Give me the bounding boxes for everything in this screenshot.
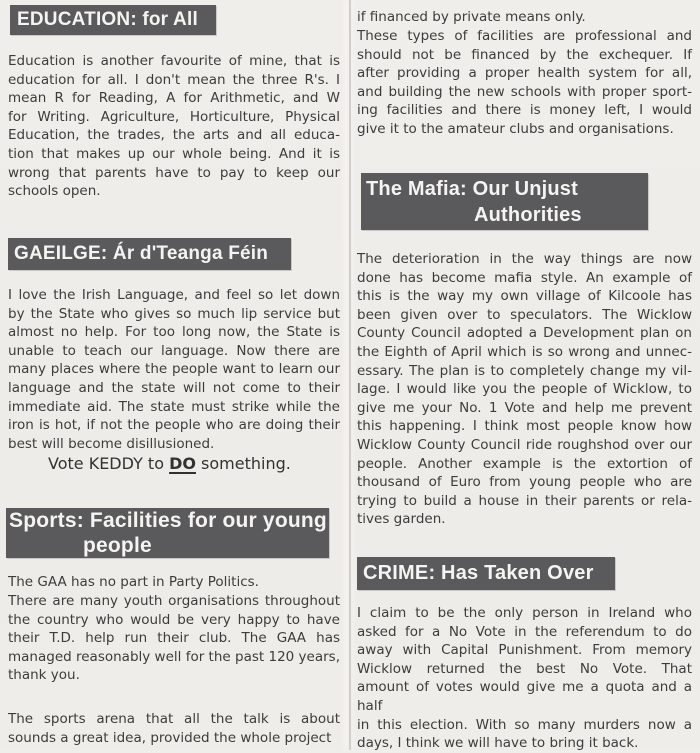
mafia-paragraph: The deterioration in the way things are now done has become mafia style. An example of this is the way my own village of Kilcoole has been given over to speculators. The Wicklow County Council adopted a Development plan on the Eighth of April which is so wrong and unnec- essary. The plan is to completely change my vil- lage. I would like you the people of Wicklow, to give me your No. 1 Vote and help me prevent this happening. I think most people know how Wicklow County Council ride roughshod over our people. Another example is the extortion of thousand of Euro from young people who are trying to build a house in their parents or rela- tives garden. [357, 251, 692, 528]
sports-paragraph: There are many youth organisations throughout the country who would be very happy to have their T.D. help run their club. The GAA has managed reasonably well for the past 120 years, thank you. [8, 593, 340, 684]
section-heading-crime: CRIME: Has Taken Over [357, 557, 615, 590]
crime-paragraph: I claim to be the only person in Ireland who asked for a No Vote in the referendum to do away with Capital Punishment. From memory Wicklow returned the best No Vote. That amount of votes would give me a quota and a half in this election. With so many murders now a days, I think we will have to bring it back. [357, 605, 692, 752]
vote-line-prefix: Vote KEDDY to [48, 454, 170, 473]
mafia-heading-line2: Authorities [474, 204, 582, 226]
education-paragraph: Education is another favourite of mine, that is education for all. I don't mean the three R's. I mean R for Reading, A for Arithmetic, and W for Writing. Agriculture, Horticulture, Physical Education, the trades, the arts and all educa- tion that makes up our whole being. And it is wrong that parents have to pay to keep our schools open. [8, 53, 340, 200]
sports-continuation-paragraph: These types of facilities are professional and should not be financed by the exchequer. If after providing a proper health system for all, and building the new schools with proper sport- ing facilities and there is money left, I would give it to the amateur clubs and organisations. [357, 28, 692, 137]
mafia-heading-line1: The Mafia: Our Unjust [366, 178, 578, 200]
vote-keddy-line [8, 452, 340, 475]
vote-line-emphasis: DO [169, 454, 196, 473]
sports-continuation-line: if financed by private means only. [357, 9, 586, 25]
section-heading-mafia [361, 173, 648, 230]
sports-paragraph-2: The sports arena that all the talk is about sounds a great idea, provided the whole project [8, 711, 340, 746]
sports-heading-line2: people [83, 534, 152, 557]
section-heading-gaeilge: GAEILGE: Ár d'Teanga Féin [8, 238, 291, 270]
column-fold-divider [349, 0, 351, 750]
section-heading-education: EDUCATION: for All [10, 5, 216, 35]
section-heading-sports [6, 508, 329, 558]
vote-line-suffix: something. [195, 454, 291, 473]
sports-heading-line1: Sports: Facilities for our young [9, 509, 327, 532]
sports-intro-line: The GAA has no part in Party Politics. [8, 574, 259, 590]
gaeilge-paragraph: I love the Irish Language, and feel so let down by the State who gives so much lip service but almost no help. For too long now, the State is unable to teach our language. Now there are many places where the people want to learn our language and the state will not come to their immediate aid. The state must strike while the iron is hot, if not the people who are doing their best will become disillusioned. [8, 287, 340, 452]
